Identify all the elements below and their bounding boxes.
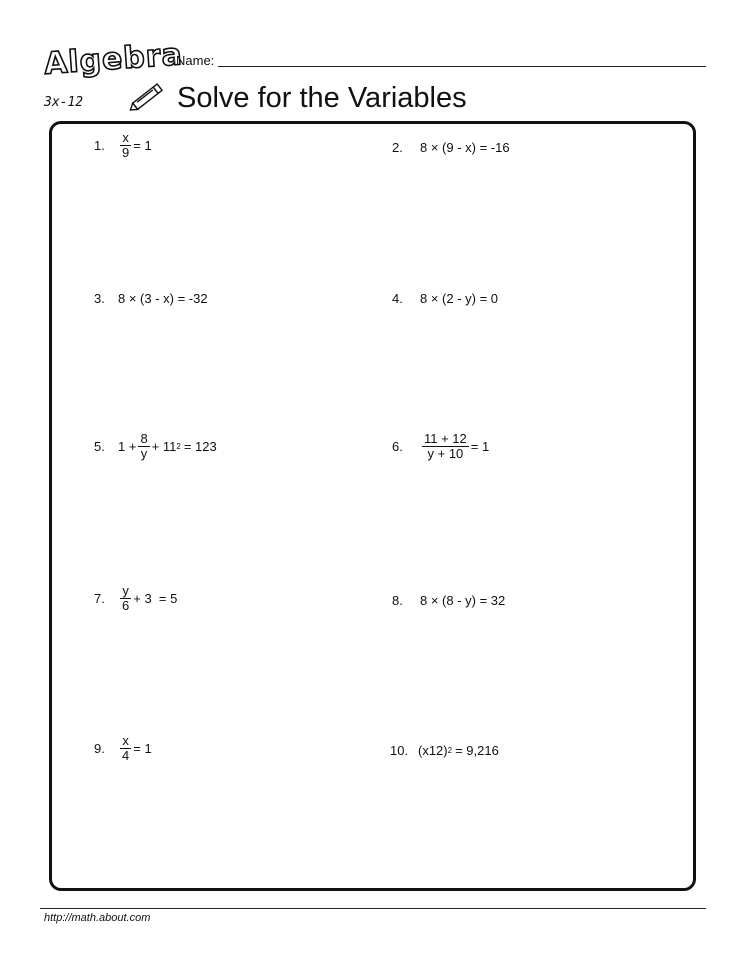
pencil-icon xyxy=(126,82,168,112)
equation-rest: + 3 = 5 xyxy=(133,591,178,606)
problems-box xyxy=(49,121,696,891)
problem-2 xyxy=(392,140,510,155)
problem-7 xyxy=(94,584,177,613)
equation-pre: 1 + xyxy=(118,439,137,454)
fraction xyxy=(120,584,131,613)
numerator: 11 + 12 xyxy=(424,431,467,446)
fraction xyxy=(120,131,131,160)
exponent: 2 xyxy=(447,746,453,755)
denominator: 9 xyxy=(122,145,130,160)
problem-number: 7. xyxy=(94,591,105,606)
problem-6 xyxy=(392,432,489,461)
problem-number: 6. xyxy=(392,439,403,454)
problem-number: 10. xyxy=(390,743,409,758)
denominator: y xyxy=(140,446,148,461)
name-input-line[interactable] xyxy=(218,66,706,67)
problem-number: 3. xyxy=(94,291,105,306)
denominator: 4 xyxy=(122,748,130,763)
footer-url[interactable]: http://math.about.com xyxy=(44,912,151,924)
worksheet-title: Solve for the Variables xyxy=(177,82,467,114)
equation: 8 × (8 - y) = 32 xyxy=(420,593,506,608)
problem-number: 8. xyxy=(392,593,403,608)
numerator: x xyxy=(122,733,129,748)
logo-subtext: 3x-12 xyxy=(44,95,84,110)
numerator: y xyxy=(122,583,129,598)
equation: 8 × (3 - x) = -32 xyxy=(118,291,208,306)
problem-10 xyxy=(390,743,502,758)
problem-number: 2. xyxy=(392,140,403,155)
equation-rest: = 1 xyxy=(133,138,152,153)
equation-mid: + 11 xyxy=(151,439,177,454)
fraction xyxy=(138,432,149,461)
equation-rest: = 9,216 xyxy=(455,743,499,758)
problem-number: 9. xyxy=(94,741,105,756)
problem-9 xyxy=(94,734,152,763)
equation-rest: = 1 xyxy=(470,439,490,454)
name-label: Name: xyxy=(176,53,215,68)
problem-number: 5. xyxy=(94,439,105,454)
problem-number: 4. xyxy=(392,291,403,306)
problem-4 xyxy=(392,291,498,306)
exponent: 2 xyxy=(176,442,181,451)
fraction xyxy=(120,734,131,763)
equation: 8 × (2 - y) = 0 xyxy=(420,291,499,306)
problem-3 xyxy=(94,291,208,306)
numerator: x xyxy=(122,130,129,145)
equation-base: (x12) xyxy=(418,743,448,758)
problem-1 xyxy=(94,131,152,160)
fraction xyxy=(422,432,469,461)
problem-number: 1. xyxy=(94,138,105,153)
problem-8 xyxy=(392,593,505,608)
equation-rest: = 1 xyxy=(133,741,152,756)
algebra-logo xyxy=(42,37,184,114)
logo-word: Algebra xyxy=(42,37,184,82)
denominator: y + 10 xyxy=(427,446,464,461)
numerator: 8 xyxy=(140,431,148,446)
equation: 8 × (9 - x) = -16 xyxy=(420,140,510,155)
denominator: 6 xyxy=(122,598,130,613)
problem-5 xyxy=(94,432,220,461)
footer-divider xyxy=(40,908,706,909)
equation-rest: = 123 xyxy=(183,439,217,454)
